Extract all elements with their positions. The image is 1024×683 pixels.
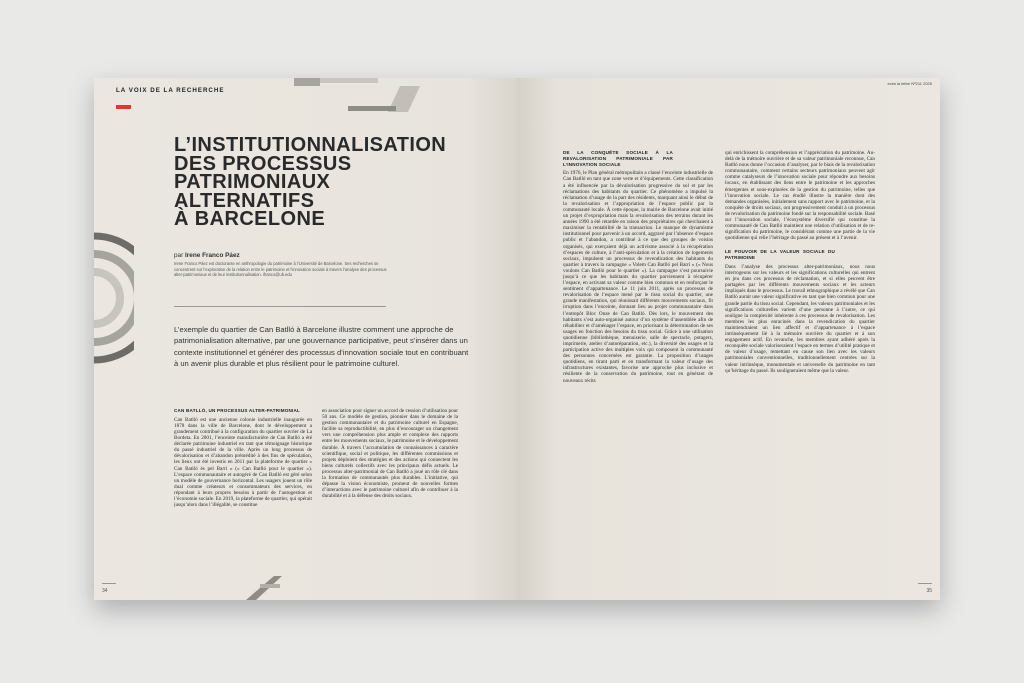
author-byline [174,252,240,259]
column-left-1 [174,408,312,574]
left-page [94,78,517,600]
lede-paragraph: L’exemple du quartier de Can Batlló à Barcelone illustre comment une approche de patrimonialisation alternative, par une gouvernance participative, peut s’insérer dans un contexte institutionnel et générer des processus d’innovation sociale tout en contribuant à un avenir plus durable et plus résilient pour le patrimoine culturel. [174,325,469,369]
author-prefix: par [174,252,184,259]
divider [102,583,116,584]
accent-bar [116,105,131,109]
body-text: Can Batlló est une ancienne colonie industrielle inaugurée en 1878 dans la ville de Barcelone, dont le développement a grandement contribué à la configuration du quartier ouvrier de La Bordeta. En 2001, l’enceinte manufacturière de Can Batlló a été déclarée patrimoine industriel en tant que témoignage historique du passé industriel de la ville. Après un long processus de dévalorisation et d’abandon prémédité à des fins de spéculation, les lieux ont été investis en 2011 par la plateforme de quartier « Can Batlló és pel Barri » (« Can Batlló pour le quartier »). L’espace communautaire et autogéré de Can Batlló est géré selon un modèle de gouvernance horizontal. Les usagers jouent un rôle dual comme créateurs et consommateurs des services, en répondant à leurs propres besoins à partir de l’autogestion et l’économie sociale. En 2019, la plateforme de quartier, qui opérait jusqu’alors dans l’illégalité, se constitue [174,416,312,509]
column-heading: DE LA CONQUÊTE SOCIALE À LA REVALORISATION PATRIMONIALE PAR L’INNOVATION SOCIALE [563,150,673,167]
title-line: À BARCELONE [174,208,326,230]
title-line: ALTERNATIFS [174,189,315,212]
body-text: En 1976, le Plan général métropolitain a classé l’enceinte industrielle de Can Batlló en tant que zone verte et d’équipements. Cette classification a été influencée par la dévalorisation progressive du sol et par les réclamations des habitants du quartier. Ce phénomène a impulsé la réclamation d’usage de la part des résidents, marquant ainsi le début de la revalorisation et l’appropriation de l’espace public par la communauté locale. À cette époque, la mairie de Barcelone avait initié un projet d’expropriation mais la revalorisation des terrains durant les années 1990 a été retardée en raison des propriétaires qui cherchaient à maximiser la rentabilité de la transaction. Le manque de dynamisme institutionnel pour parvenir à un accord, aggravé par l’absence d’espace public et l’abandon, a contribué à ce que des groupes de voisins organisés, qui exerçaient déjà un activisme associé à la récupération d’espaces de culture, à l’anti-spéculation et à la création de logements sociaux, impulsent un processus de revendication des habitants du quartier à travers la campagne « Volem Can Batlló pel Barri » (« Nous voulons Can Batlló pour le quartier »). La campagne s’est poursuivie jusqu’à ce que les habitants du quartier parviennent à récupérer l’espace, en activant sa valeur comme bien commun et en renforçant le sentiment d’appartenance. Le 11 juin 2011, après un processus de revalorisation de l’espace mené par le tissu social du quartier, une grande manifestation, qui réunissait différents mouvements sociaux, fit irruption dans l’enceinte, donnant lieu au projet communautaire dans l’entrepôt Bloc Onze de Can Batlló. Dès lors, le mouvement des habitants s’est auto-organisé autour d’un système d’assemblée afin de réhabiliter et d’aménager l’espace, en priorisant la détermination de ses usages en fonction des besoins du tissu social. Grâce à une utilisation quotidienne (bibliothèque, menuiserie, salle de spectacle, potagers, imprimerie, atelier d’autoréparation, etc.), la diversité des usages et la participation active des multiples voix qui composent la communauté des personnes concernées est garantie. La proposition d’usages quotidiens, en tirant parti et en transformant la valeur d’usage des infrastructures existantes, favorise une approche plus inclusive et résiliente de la conservation du patrimoine, tout en générant de nouveaux récits [563,170,713,384]
running-head: ecim la lettre Nº211 2025 [887,81,932,86]
body-text: en association pour signer un accord de cession d’utilisation pour 50 ans. Ce modèle de gestion, pionnier dans le domaine de la gestion communautaire et du patrimoine culturel en Espagne, facilite sa reproductibilité, en plus d’encourager un changement vers une compréhension plus ample et complexe des rapports entre les mouvements sociaux, le patrimoine et le développement durable. À travers l’accumulation de connaissances à caractère scientifique, social et politique, les différentes commissions et projets déploient des stratégies et des actions qui connectent les biens culturels collectifs avec les principaux défis actuels. Le processus alter-patrimonial de Can Batlló a joué un rôle clé dans la formation de communautés plus durables. L’initiative, qui dépasse la vision économiste, promeut de nouvelles formes d’interactions avec le patrimoine culturel afin de contribuer à la durabilité et à la défense des droits sociaux. [322,408,458,500]
body-text: qui enrichissent la compréhension et l’appréciation du patrimoine. Au-delà de la mémoire ouvrière et de sa valeur patrimoniale reconnue, Can Batlló nous donne l’occasion d’analyser, par le biais de la revalorisation communautaire, comment certains secteurs patrimoniaux peuvent agir comme catalyseurs de l’innovation sociale pour répondre aux besoins locaux, en établissant des liens entre le patrimoine et les approches émergentes et sous-explorées de la gestion du patrimoine, telles que l’innovation sociale. Le cas étudié illustre la manière dont des demandes organisées, initialement sans rapport avec le patrimoine, et la conquête de droits sociaux, ont progressivement conduit à un processus de revalorisation du patrimoine fondé sur la responsabilité sociale. Basé sur l’innovation sociale, l’écosystème diversifié qui constitue la communauté de Can Batlló maintient une relation d’utilisation et de re-signification du patrimoine, le considérant comme une partie de la vie quotidienne qui relie l’héritage du passé au présent et à l’avenir. [725,150,875,242]
decorative-shape [246,576,286,600]
title-line: PATRIMONIAUX [174,171,331,193]
body-text: Dans l’analyse des processus alter-patrimoniaux, nous nous interrogeons sur les valeurs et les significations culturelles qui entrent en jeu dans ces processus de réclamation, et si elles peuvent être partagées par les différents mouvements sociaux et les acteurs impliqués dans le processus. Le travail ethnographique a révélé que Can Batlló aurait une valeur significative en tant que bien commun pour une grande partie du tissu social. Cependant, les valeurs patrimoniales et les significations culturelles varient d’une personne à l’autre, ce qui souligne la complexité inhérente à ces processus de revalorisation. Les membres les plus enracinés dans la revendication du quartier maintiendraient un lien affectif et d’appartenance à l’espace intrinsèquement lié à la mémoire ouvrière du quartier et à son engagement actif. En revanche, les membres ayant adhéré après la reconquête sociale valoriseraient l’espace en termes d’utilité pratique et de valeur d’usage, remettant en cause son lien avec les valeurs patrimoniales conventionnelles, traditionnellement centrées sur la valeur intrinsèque, monumentale et universelle du patrimoine en tant qu’héritage du passé. Ils souligneraient même que la valeur. [725,264,875,374]
page-number: 35 [926,588,932,594]
column-heading: LE POUVOIR DE LA VALEUR SOCIALE DU PATRIMOINE [725,249,835,261]
decorative-shape [320,78,378,83]
divider [174,306,386,307]
column-right-1 [563,150,713,576]
decorative-shape [348,106,396,111]
title-line: L’INSTITUTIONNALISATION [174,134,447,156]
section-label: LA VOIX DE LA RECHERCHE [116,87,225,94]
decorative-shape [294,78,320,86]
page-number: 34 [102,588,108,594]
article-title [174,136,474,229]
column-heading: CAN BATLLÓ, UN PROCESSUS ALTER-PATRIMONIAL [174,408,301,413]
title-line: DES PROCESSUS [174,152,352,175]
magazine-spread [94,78,940,600]
author-bio: Irene Franco Páez est doctorante en anthropologie du patrimoine à l’Université de Barcelone. Ses recherches se concentrent sur l’exploration de la relation entre le patrimoine et l’innovation sociale à travers l’analyse des processus alter-patrimoniaux et de leur institutionnalisation. ifranco@ub.edu [174,261,387,278]
decorative-arc [94,228,134,368]
divider [918,583,932,584]
column-right-2 [725,150,875,576]
author-name: Irene Franco Páez [185,252,240,259]
column-left-2 [322,408,458,574]
right-page [517,78,940,600]
